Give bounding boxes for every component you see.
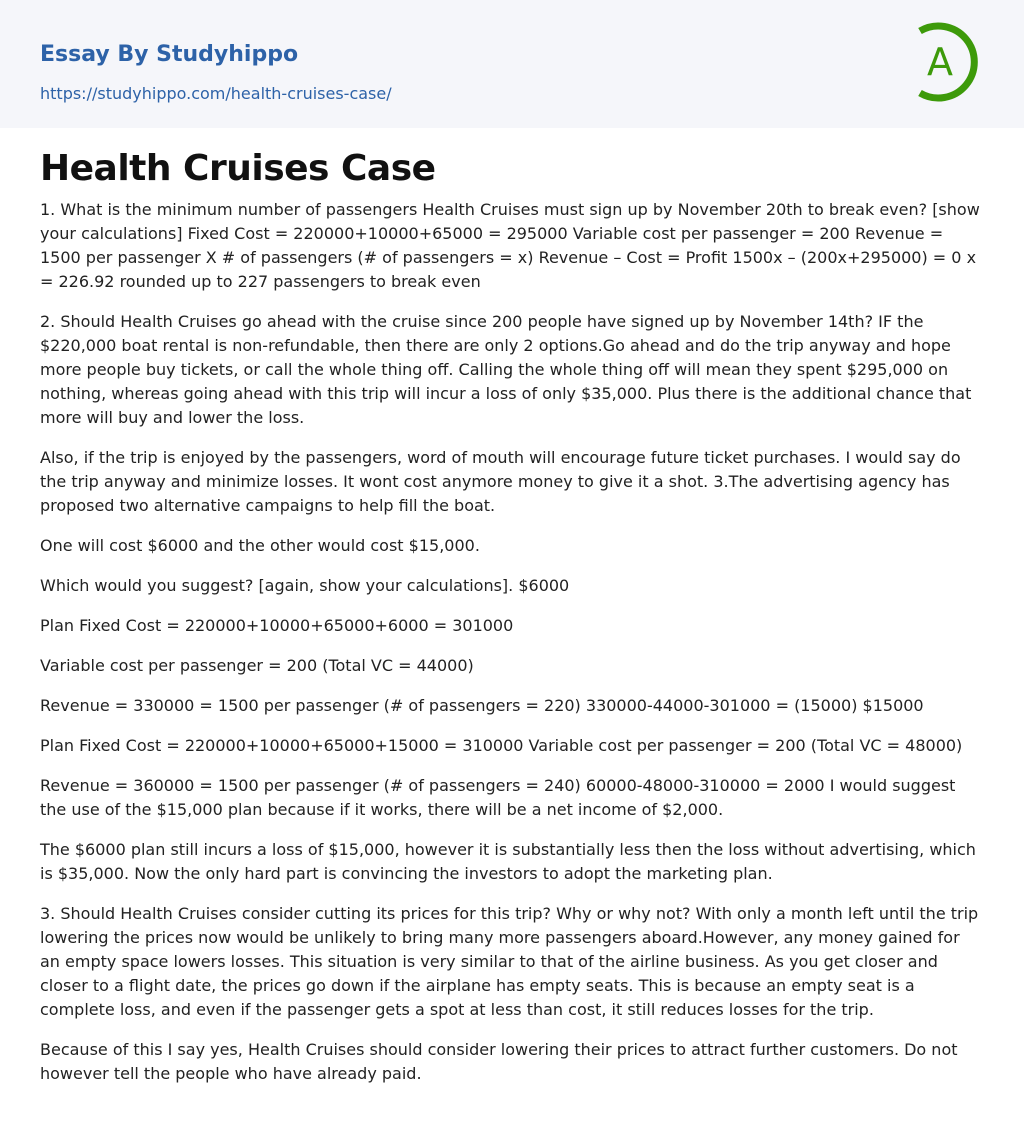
essay-paragraph: 3. Should Health Cruises consider cutting its prices for this trip? Why or why not? With only a month left until the trip lowering the prices now would be unlikely to bring many more passengers aboard.However, any money gained for an empty space lowers losses. This situation is very similar to that of the airline business. As you get closer and closer to a flight date, the prices go down if the airplane has empty seats. This is because an empty seat is a complete loss, and even if the passenger gets a spot at less than cost, it still reduces losses for the trip. bbox=[40, 904, 979, 1019]
brand-title: Essay By Studyhippo bbox=[40, 42, 299, 67]
page-title: Health Cruises Case bbox=[40, 148, 436, 189]
essay-content bbox=[0, 128, 1024, 1086]
svg-text:A: A bbox=[927, 40, 953, 84]
essay-paragraph: Variable cost per passenger = 200 (Total VC = 44000) bbox=[40, 656, 474, 675]
essay-url-link[interactable]: https://studyhippo.com/health-cruises-case/ bbox=[40, 84, 392, 103]
essay-paragraph: One will cost $6000 and the other would cost $15,000. bbox=[40, 536, 480, 555]
essay-paragraph: Plan Fixed Cost = 220000+10000+65000+6000 = 301000 bbox=[40, 616, 514, 635]
essay-paragraph: Revenue = 360000 = 1500 per passenger (# of passengers = 240) 60000-48000-310000 = 2000 I would suggest the use of the $15,000 plan because if it works, there will be a net income of $2,000. bbox=[40, 776, 956, 819]
essay-paragraph: Which would you suggest? [again, show your calculations]. $6000 bbox=[40, 576, 570, 595]
essay-paragraph: Because of this I say yes, Health Cruises should consider lowering their prices to attract further customers. Do not however tell the people who have already paid. bbox=[40, 1040, 958, 1083]
essay-paragraph: Plan Fixed Cost = 220000+10000+65000+15000 = 310000 Variable cost per passenger = 200 (Total VC = 48000) bbox=[40, 736, 963, 755]
essay-paragraph: The $6000 plan still incurs a loss of $15,000, however it is substantially less then the loss without advertising, which is $35,000. Now the only hard part is convincing the investors to adopt the marketing plan. bbox=[40, 840, 976, 883]
essay-paragraph: Revenue = 330000 = 1500 per passenger (# of passengers = 220) 330000-44000-301000 = (15000) $15000 bbox=[40, 696, 924, 715]
studyhippo-logo-icon[interactable] bbox=[912, 19, 986, 105]
essay-paragraph: Also, if the trip is enjoyed by the passengers, word of mouth will encourage future ticket purchases. I would say do the trip anyway and minimize losses. It wont cost anymore money to give it a shot. 3.The advertising agency has proposed two alternative campaigns to help fill the boat. bbox=[40, 448, 961, 515]
essay-paragraph: 1. What is the minimum number of passengers Health Cruises must sign up by November 20th to break even? [show your calculations] Fixed Cost = 220000+10000+65000 = 295000 Variable cost per passenger = 200 Revenue = 1500 per passenger X # of passengers (# of passengers = x) Revenue – Cost = Profit 1500x – (200x+295000) = 0 x = 226.92 rounded up to 227 passengers to break even bbox=[40, 200, 980, 291]
essay-paragraph: 2. Should Health Cruises go ahead with the cruise since 200 people have signed up by November 14th? IF the $220,000 boat rental is non-refundable, then there are only 2 options.Go ahead and do the trip anyway and hope more people buy tickets, or call the whole thing off. Calling the whole thing off will mean they spent $295,000 on nothing, whereas going ahead with this trip will incur a loss of only $35,000. Plus there is the additional chance that more will buy and lower the loss. bbox=[40, 312, 972, 427]
essay-body bbox=[40, 198, 984, 1086]
site-header bbox=[0, 0, 1024, 128]
